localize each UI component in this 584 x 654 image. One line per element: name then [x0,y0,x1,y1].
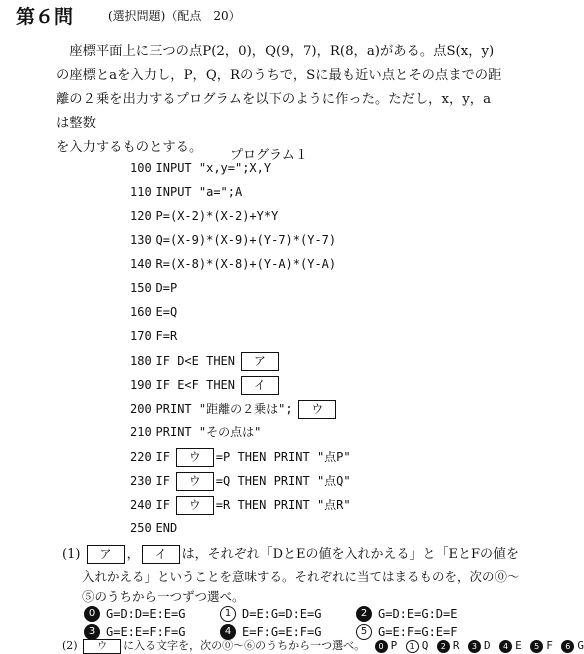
option-mark-icon: 4 [499,640,512,653]
q2-option-4[interactable] [499,639,527,652]
line-number: 120 [130,209,152,223]
code-line-250 [130,520,177,537]
line-number: 100 [130,161,152,175]
code-line-220 [130,448,351,467]
option-mark-icon: 3 [468,640,481,653]
code-text: =Q THEN PRINT "点Q" [215,474,351,488]
code-line-100 [130,160,271,177]
code-text: =R THEN PRINT "点R" [215,498,351,512]
option-text: P [390,639,398,652]
option-mark-icon: 5 [530,640,543,653]
line-number: 180 [130,354,152,368]
code-line-110 [130,184,242,201]
option-text: G=D:D=E:E=G [106,606,186,621]
code-text: INPUT "x,y=";X,Y [155,161,272,175]
option-mark-icon: 1 [406,640,419,653]
option-text: G [577,639,584,652]
line-number: 220 [130,450,152,464]
line-number: 170 [130,329,152,343]
code-line-120 [130,208,278,225]
code-line-210 [130,424,261,441]
code-text: IF [155,474,170,488]
q1-separator: ， [126,547,140,562]
option-text: D [483,639,491,652]
q2-line [62,638,584,654]
code-line-190 [130,376,281,395]
option-text: E [515,639,522,652]
option-mark-icon: 2 [356,606,372,622]
answer-box-a: ア [87,545,125,564]
q2-option-6[interactable] [561,639,584,652]
intro-line: を入力するものとする。 [56,140,203,155]
line-number: 200 [130,402,152,416]
q2-text: に入る文字を，次の⓪〜⑥のうちから一つ選べ。 [123,639,366,652]
q2-option-0[interactable] [375,639,403,652]
q2-option-1[interactable] [406,639,434,652]
line-number: 160 [130,305,152,319]
program-caption: プログラム１ [230,148,308,163]
option-text: E=F:G=E:F=G [242,624,322,639]
code-text: E=Q [155,305,178,319]
code-text: R=(X-8)*(X-8)+(Y-A)*(Y-A) [155,257,337,271]
option-text: D=E:G=D:E=G [242,606,322,621]
option-text: G=E:F=G:E=F [378,624,458,639]
code-text: IF E<F THEN [155,378,235,392]
line-number: 140 [130,257,152,271]
code-line-240 [130,496,351,515]
line-number: 230 [130,474,152,488]
option-text: Q [421,639,429,652]
q1-line-1 [62,544,519,566]
answer-box-i: イ [241,376,279,395]
code-text: F=R [155,329,178,343]
code-line-200 [130,400,338,419]
intro-line: 離の２乗を出力するプログラムを以下のように作った。ただし，x，y，aは整数 [56,92,492,131]
line-number: 250 [130,521,152,535]
option-mark-icon: 6 [561,640,574,653]
code-text: END [155,521,178,535]
code-line-230 [130,472,351,491]
answer-box-u: ウ [176,496,214,515]
answer-box-u: ウ [298,400,336,419]
code-line-170 [130,328,177,345]
q2-option-2[interactable] [437,639,465,652]
option-mark-icon: 3 [84,624,100,640]
answer-box-i: イ [142,545,180,564]
code-line-130 [130,232,336,249]
code-text: P=(X-2)*(X-2)+Y*Y [155,209,279,223]
option-mark-icon: 2 [437,640,450,653]
problem-title: 第６問 [16,6,74,28]
option-mark-icon: 5 [356,624,372,640]
line-number: 190 [130,378,152,392]
option-mark-icon: 1 [220,606,236,622]
option-text: R [452,639,460,652]
line-number: 130 [130,233,152,247]
code-text: IF D<E THEN [155,354,235,368]
option-text: F [546,639,553,652]
line-number: 110 [130,185,152,199]
q2-option-5[interactable] [530,639,558,652]
q1-text: は，それぞれ「DとEの値を入れかえる」と「EとFの値を [181,547,520,562]
q2-label: (2) [62,639,78,652]
option-text: G=E:E=F:F=G [106,624,186,639]
line-number: 150 [130,281,152,295]
line-number: 210 [130,425,152,439]
q1-label: (1) [62,547,81,562]
option-mark-icon: 4 [220,624,236,640]
line-number: 240 [130,498,152,512]
code-text: Q=(X-9)*(X-9)+(Y-7)*(Y-7) [155,233,337,247]
code-text: IF [155,450,170,464]
q1-option-2[interactable] [356,606,457,622]
q1-line-2: 入れかえる」ということを意味する。それぞれに当てはまるものを，次の⓪〜 [82,569,520,584]
option-text: G=D:E=G:D=E [378,606,458,621]
problem-subtitle: (選択問題)（配点 20） [108,9,241,23]
answer-box-a: ア [241,352,279,371]
option-mark-icon: 0 [375,640,388,653]
code-line-160 [130,304,177,321]
q1-option-1[interactable] [220,606,321,622]
q1-line-3: ⑤のうちから一つずつ選べ。 [82,589,245,604]
code-text: PRINT "その点は" [155,425,262,439]
code-text: D=P [155,281,178,295]
option-mark-icon: 0 [84,606,100,622]
code-text: PRINT "距離の２乗は"; [155,402,293,416]
answer-box-u: ウ [176,472,214,491]
answer-box-u: ウ [176,448,214,467]
intro-line: 座標平面上に三つの点P(2，0)，Q(9，7)，R(8，a)がある。点S(x，y) [69,44,495,59]
q1-option-0[interactable] [84,606,185,622]
intro-line: の座標とaを入力し，P，Q，Rのうちで，Sに最も近い点とその点までの距 [56,68,502,83]
answer-box-u: ウ [83,639,121,654]
q2-options [375,639,584,652]
intro-paragraph [56,40,502,160]
code-text: INPUT "a=";A [155,185,243,199]
q2-option-3[interactable] [468,639,496,652]
code-text: =P THEN PRINT "点P" [215,450,351,464]
code-line-180 [130,352,281,371]
code-line-150 [130,280,177,297]
code-text: IF [155,498,170,512]
code-line-140 [130,256,336,273]
